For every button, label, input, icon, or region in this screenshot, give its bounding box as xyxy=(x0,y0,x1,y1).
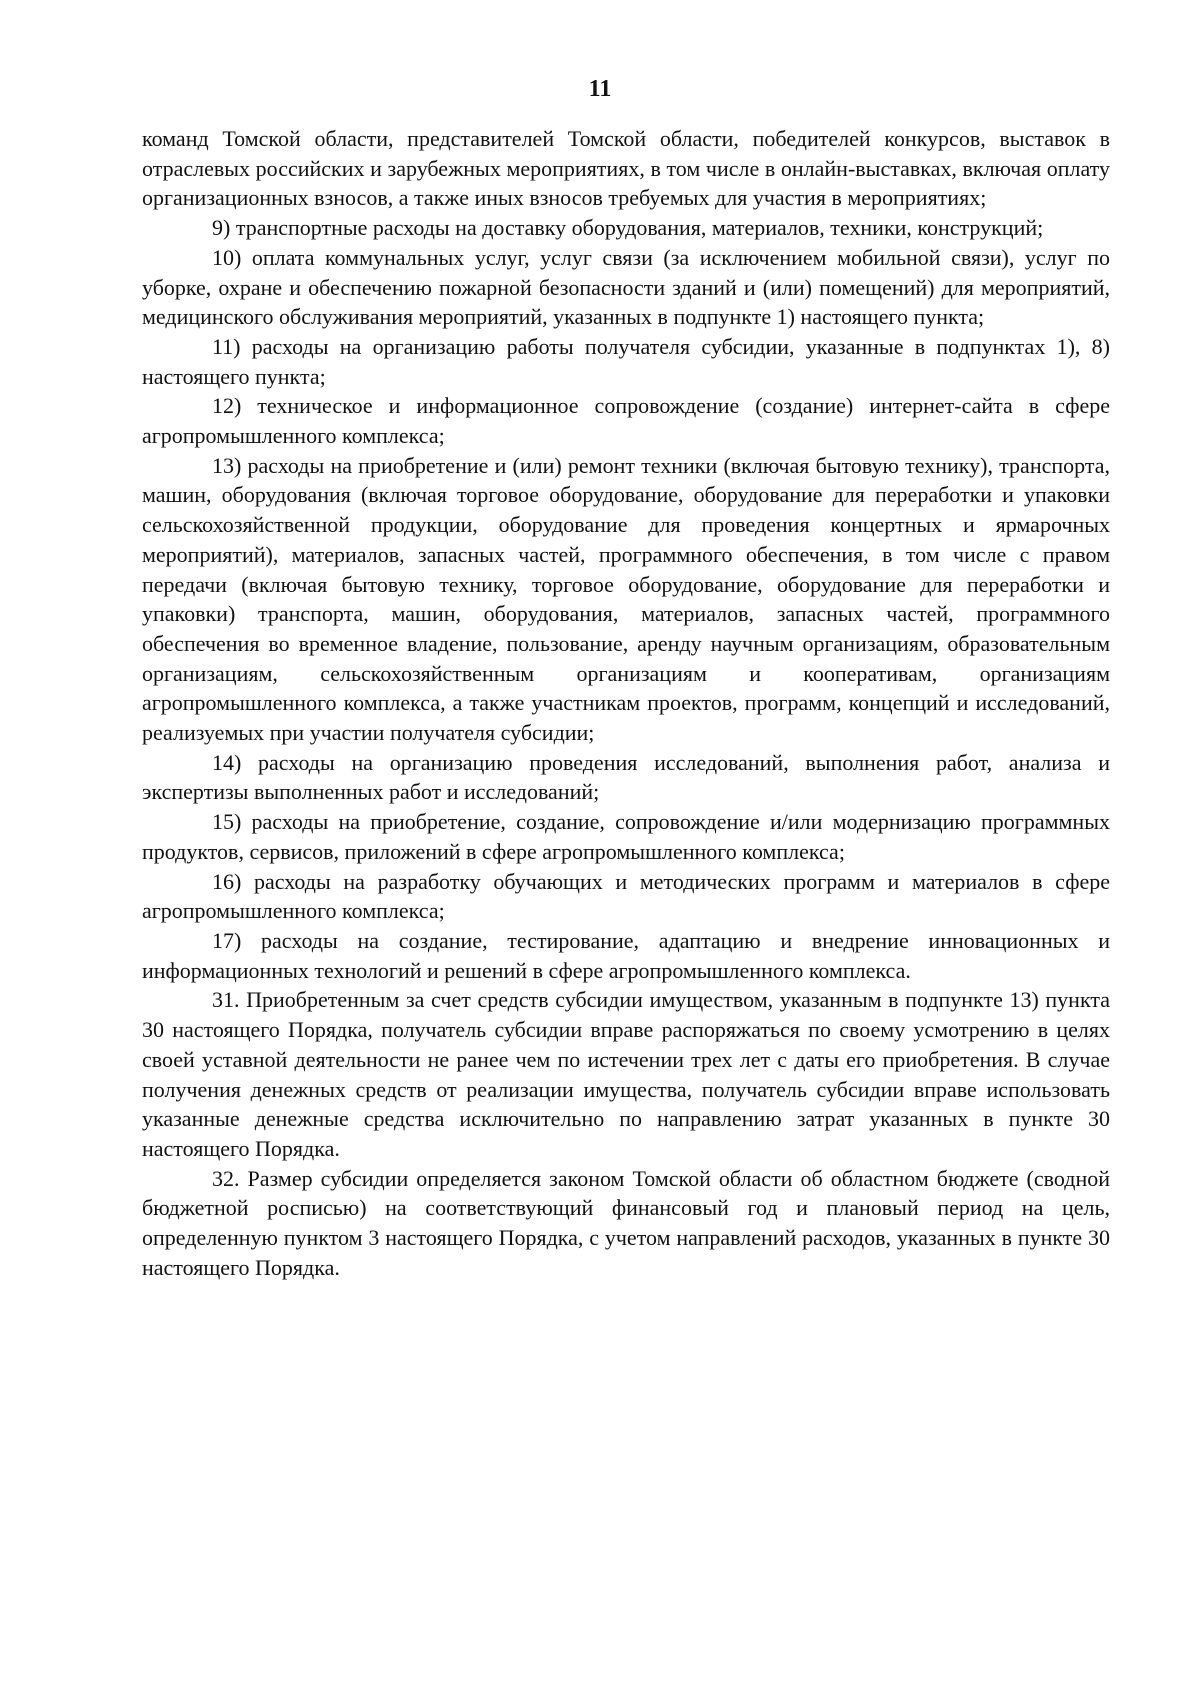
paragraph-clause-32: 32. Размер субсидии определяется законом Томской области об областном бюджете (сводной бюджетной росписью) на соответствующий финансовый год и плановый период на цель, определенную пунктом 3 настоящего Порядка, с учетом направлений расходов, указанных в пункте 30 настоящего Порядка. xyxy=(142,1165,1110,1280)
paragraph-item-9: 9) транспортные расходы на доставку оборудования, материалов, техники, конструкций; xyxy=(212,215,1044,241)
paragraph-continuation: команд Томской области, представителей Томской области, победителей конкурсов, выставок в отраслевых российских и зарубежных мероприятиях, в том числе в онлайн-выставках, включая оплату организационных взносов, а также иных взносов требуемых для участия в мероприятиях; xyxy=(142,126,1110,211)
paragraph-item-13: 13) расходы на приобретение и (или) ремонт техники (включая бытовую технику), транспорта, машин, оборудования (включая торговое оборудование, оборудование для переработки и упаковки сельскохозяйственной продукции, оборудование для проведения концертных и ярмарочных мероприятий), материалов, запасных частей, программного обеспечения, в том числе с правом передачи (включая бытовую технику, торговое оборудование, оборудование для переработки и упаковки) транспорта, машин, оборудования, материалов, запасных частей, программного обеспечения во временное владение, пользование, аренду научным организациям, образовательным организациям, сельскохозяйственным организациям и кооперативам, организациям агропромышленного комплекса, а также участникам проектов, программ, концепций и исследований, реализуемых при участии получателя субсидии; xyxy=(142,452,1110,746)
page-number: 11 xyxy=(588,76,612,102)
document-body xyxy=(142,124,1110,1282)
paragraph-item-17: 17) расходы на создание, тестирование, адаптацию и внедрение инновационных и информационных технологий и решений в сфере агропромышленного комплекса. xyxy=(142,927,1110,983)
paragraph-item-16: 16) расходы на разработку обучающих и методических программ и материалов в сфере агропромышленного комплекса; xyxy=(142,868,1110,924)
paragraph-item-14: 14) расходы на организацию проведения исследований, выполнения работ, анализа и экспертизы выполненных работ и исследований; xyxy=(142,749,1110,805)
paragraph-item-12: 12) техническое и информационное сопровождение (создание) интернет-сайта в сфере агропромышленного комплекса; xyxy=(142,393,1110,449)
paragraph-item-15: 15) расходы на приобретение, создание, сопровождение и/или модернизацию программных продуктов, сервисов, приложений в сфере агропромышленного комплекса; xyxy=(142,809,1110,864)
paragraph-clause-31: 31. Приобретенным за счет средств субсидии имуществом, указанным в подпункте 13) пункта 30 настоящего Порядка, получатель субсидии вправе распоряжаться по своему усмотрению в целях своей уставной деятельности не ранее чем по истечении трех лет с даты его приобретения. В случае получения денежных средств от реализации имущества, получатель субсидии вправе использовать указанные денежные средства исключительно по направлению затрат указанных в пункте 30 настоящего Порядка. xyxy=(142,987,1110,1161)
paragraph-item-11: 11) расходы на организацию работы получателя субсидии, указанные в подпунктах 1), 8) настоящего пункта; xyxy=(142,333,1110,389)
paragraph-item-10: 10) оплата коммунальных услуг, услуг связи (за исключением мобильной связи), услуг по уборке, охране и обеспечению пожарной безопасности зданий и (или) помещений) для мероприятий, медицинского обслуживания мероприятий, указанных в подпункте 1) настоящего пункта; xyxy=(142,244,1110,330)
